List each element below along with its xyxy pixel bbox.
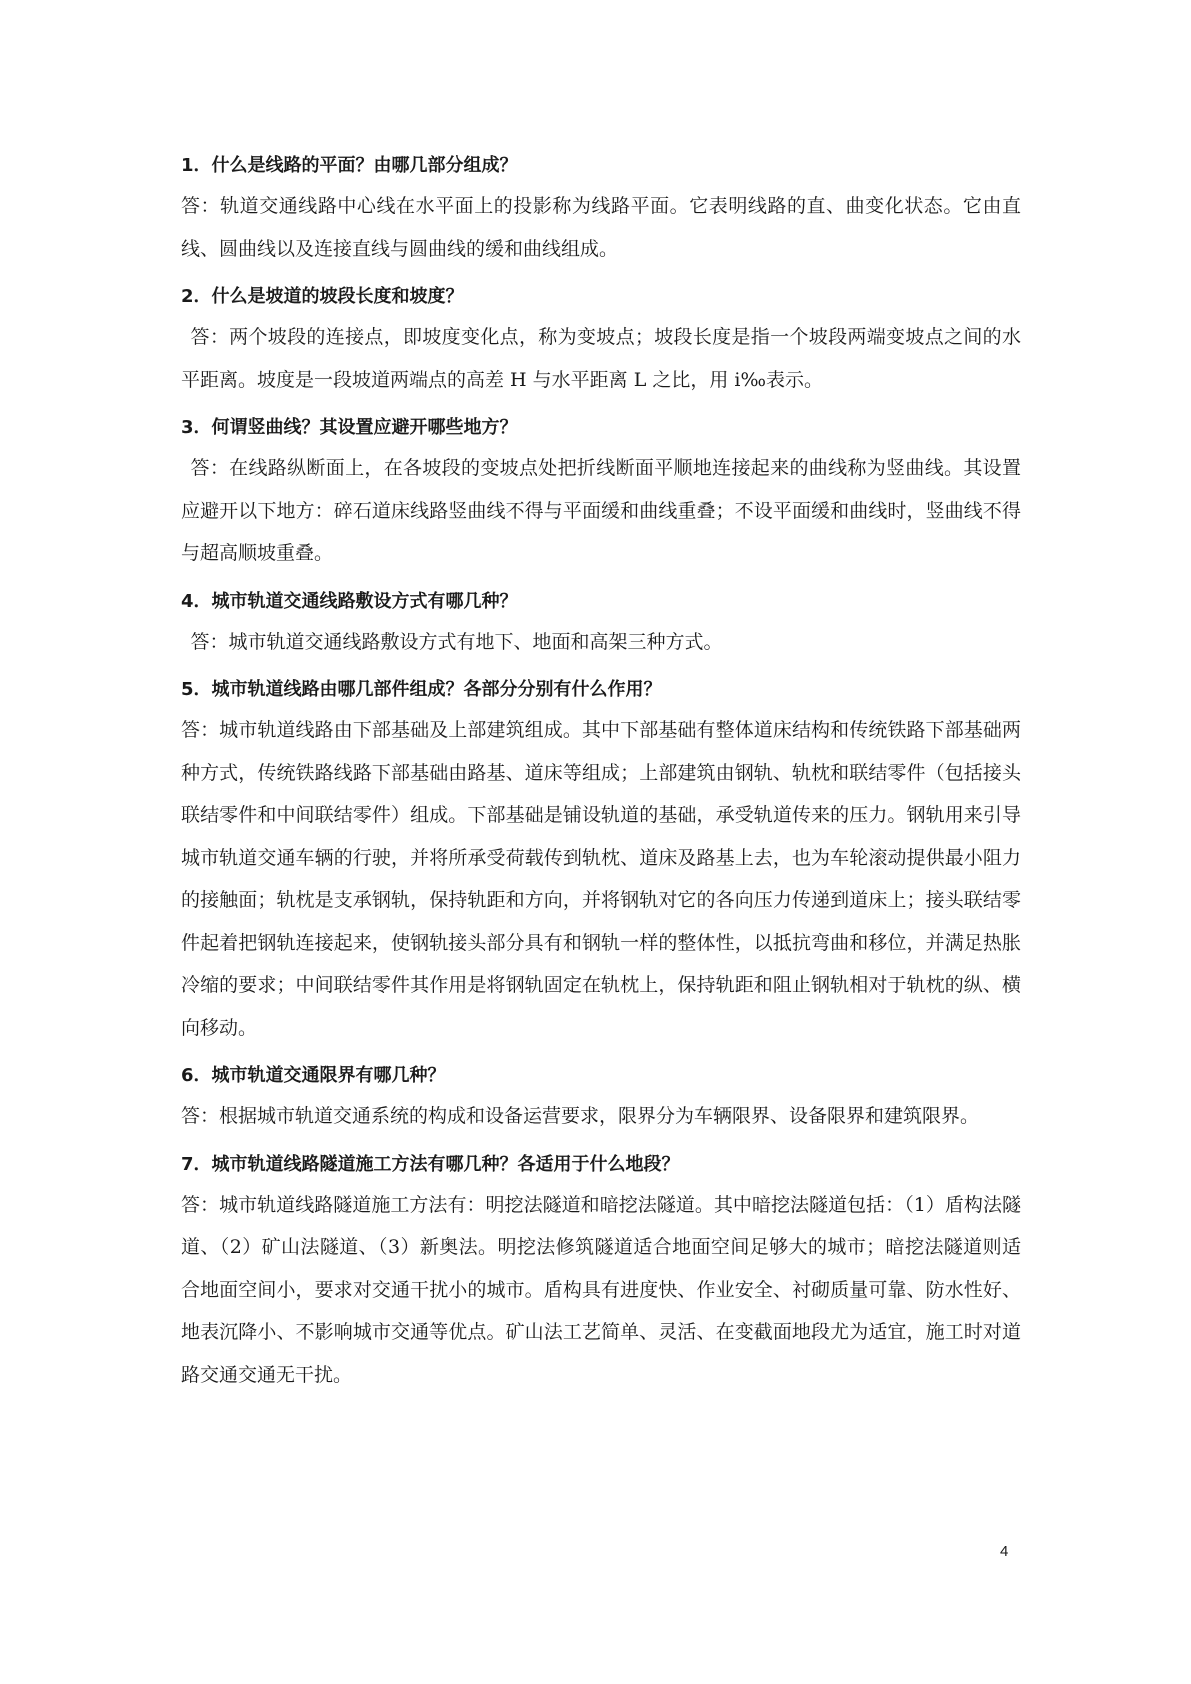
qa-item-4 <box>181 590 1021 664</box>
question-heading: 7．城市轨道线路隧道施工方法有哪几种？各适用于什么地段？ <box>181 1153 680 1175</box>
qa-item-7 <box>181 1153 1021 1397</box>
answer-paragraph: 答：在线路纵断面上，在各坡段的变坡点处把折线断面平顺地连接起来的曲线称为竖曲线。其设置应避开以下地方：碎石道床线路竖曲线不得与平面缓和曲线重叠；不设平面缓和曲线时，竖曲线不得与超高顺坡重叠。 <box>181 457 1021 564</box>
question-heading: 1．什么是线路的平面？由哪几部分组成？ <box>181 155 518 176</box>
question-heading: 3．何谓竖曲线？其设置应避开哪些地方？ <box>181 417 518 438</box>
question-heading: 4．城市轨道交通线路敷设方式有哪几种？ <box>181 590 518 612</box>
question-heading: 6．城市轨道交通限界有哪几种？ <box>181 1065 446 1086</box>
question-heading: 2．什么是坡道的坡段长度和坡度？ <box>181 286 464 307</box>
answer-paragraph: 答：两个坡段的连接点，即坡度变化点，称为变坡点；坡段长度是指一个坡段两端变坡点之间的水平距离。坡度是一段坡道两端点的高差 H 与水平距离 L 之比，用 i‰表示。 <box>181 326 1021 391</box>
answer-paragraph: 答：根据城市轨道交通系统的构成和设备运营要求，限界分为车辆限界、设备限界和建筑限界。 <box>181 1105 980 1127</box>
answer-paragraph: 答：轨道交通线路中心线在水平面上的投影称为线路平面。它表明线路的直、曲变化状态。它由直线、圆曲线以及连接直线与圆曲线的缓和曲线组成。 <box>181 195 1021 260</box>
answer-paragraph: 答：城市轨道线路由下部基础及上部建筑组成。其中下部基础有整体道床结构和传统铁路下部基础两种方式，传统铁路线路下部基础由路基、道床等组成；上部建筑由钢轨、轨枕和联结零件（包括接头联结零件和中间联结零件）组成。下部基础是铺设轨道的基础，承受轨道传来的压力。钢轨用来引导城市轨道交通车辆的行驶，并将所承受荷载传到轨枕、道床及路基上去，也为车轮滚动提供最小阻力的接触面；轨枕是支承钢轨，保持轨距和方向，并将钢轨对它的各向压力传递到道床上；接头联结零件起着把钢轨连接起来，使钢轨接头部分具有和钢轨一样的整体性，以抵抗弯曲和移位，并满足热胀冷缩的要求；中间联结零件其作用是将钢轨固定在轨枕上，保持轨距和阻止钢轨相对于轨枕的纵、横向移动。 <box>181 719 1021 1039</box>
page-number: 4 <box>1000 1543 1009 1560</box>
qa-item-5 <box>181 678 1021 1049</box>
qa-item-2 <box>181 285 1021 401</box>
answer-paragraph: 答：城市轨道交通线路敷设方式有地下、地面和高架三种方式。 <box>190 630 723 653</box>
qa-item-6 <box>181 1064 1021 1138</box>
question-heading: 5．城市轨道线路由哪几部件组成？各部分分别有什么作用？ <box>181 679 662 700</box>
qa-item-1 <box>181 154 1021 270</box>
qa-item-3 <box>181 416 1021 575</box>
document-body <box>181 154 1021 1411</box>
answer-paragraph: 答：城市轨道线路隧道施工方法有：明挖法隧道和暗挖法隧道。其中暗挖法隧道包括：（1）盾构法隧道、（2）矿山法隧道、（3）新奥法。明挖法修筑隧道适合地面空间足够大的城市；暗挖法隧道则适合地面空间小，要求对交通干扰小的城市。盾构具有进度快、作业安全、衬砌质量可靠、防水性好、地表沉降小、不影响城市交通等优点。矿山法工艺简单、灵活、在变截面地段尤为适宜，施工时对道路交通交通无干扰。 <box>181 1193 1021 1386</box>
